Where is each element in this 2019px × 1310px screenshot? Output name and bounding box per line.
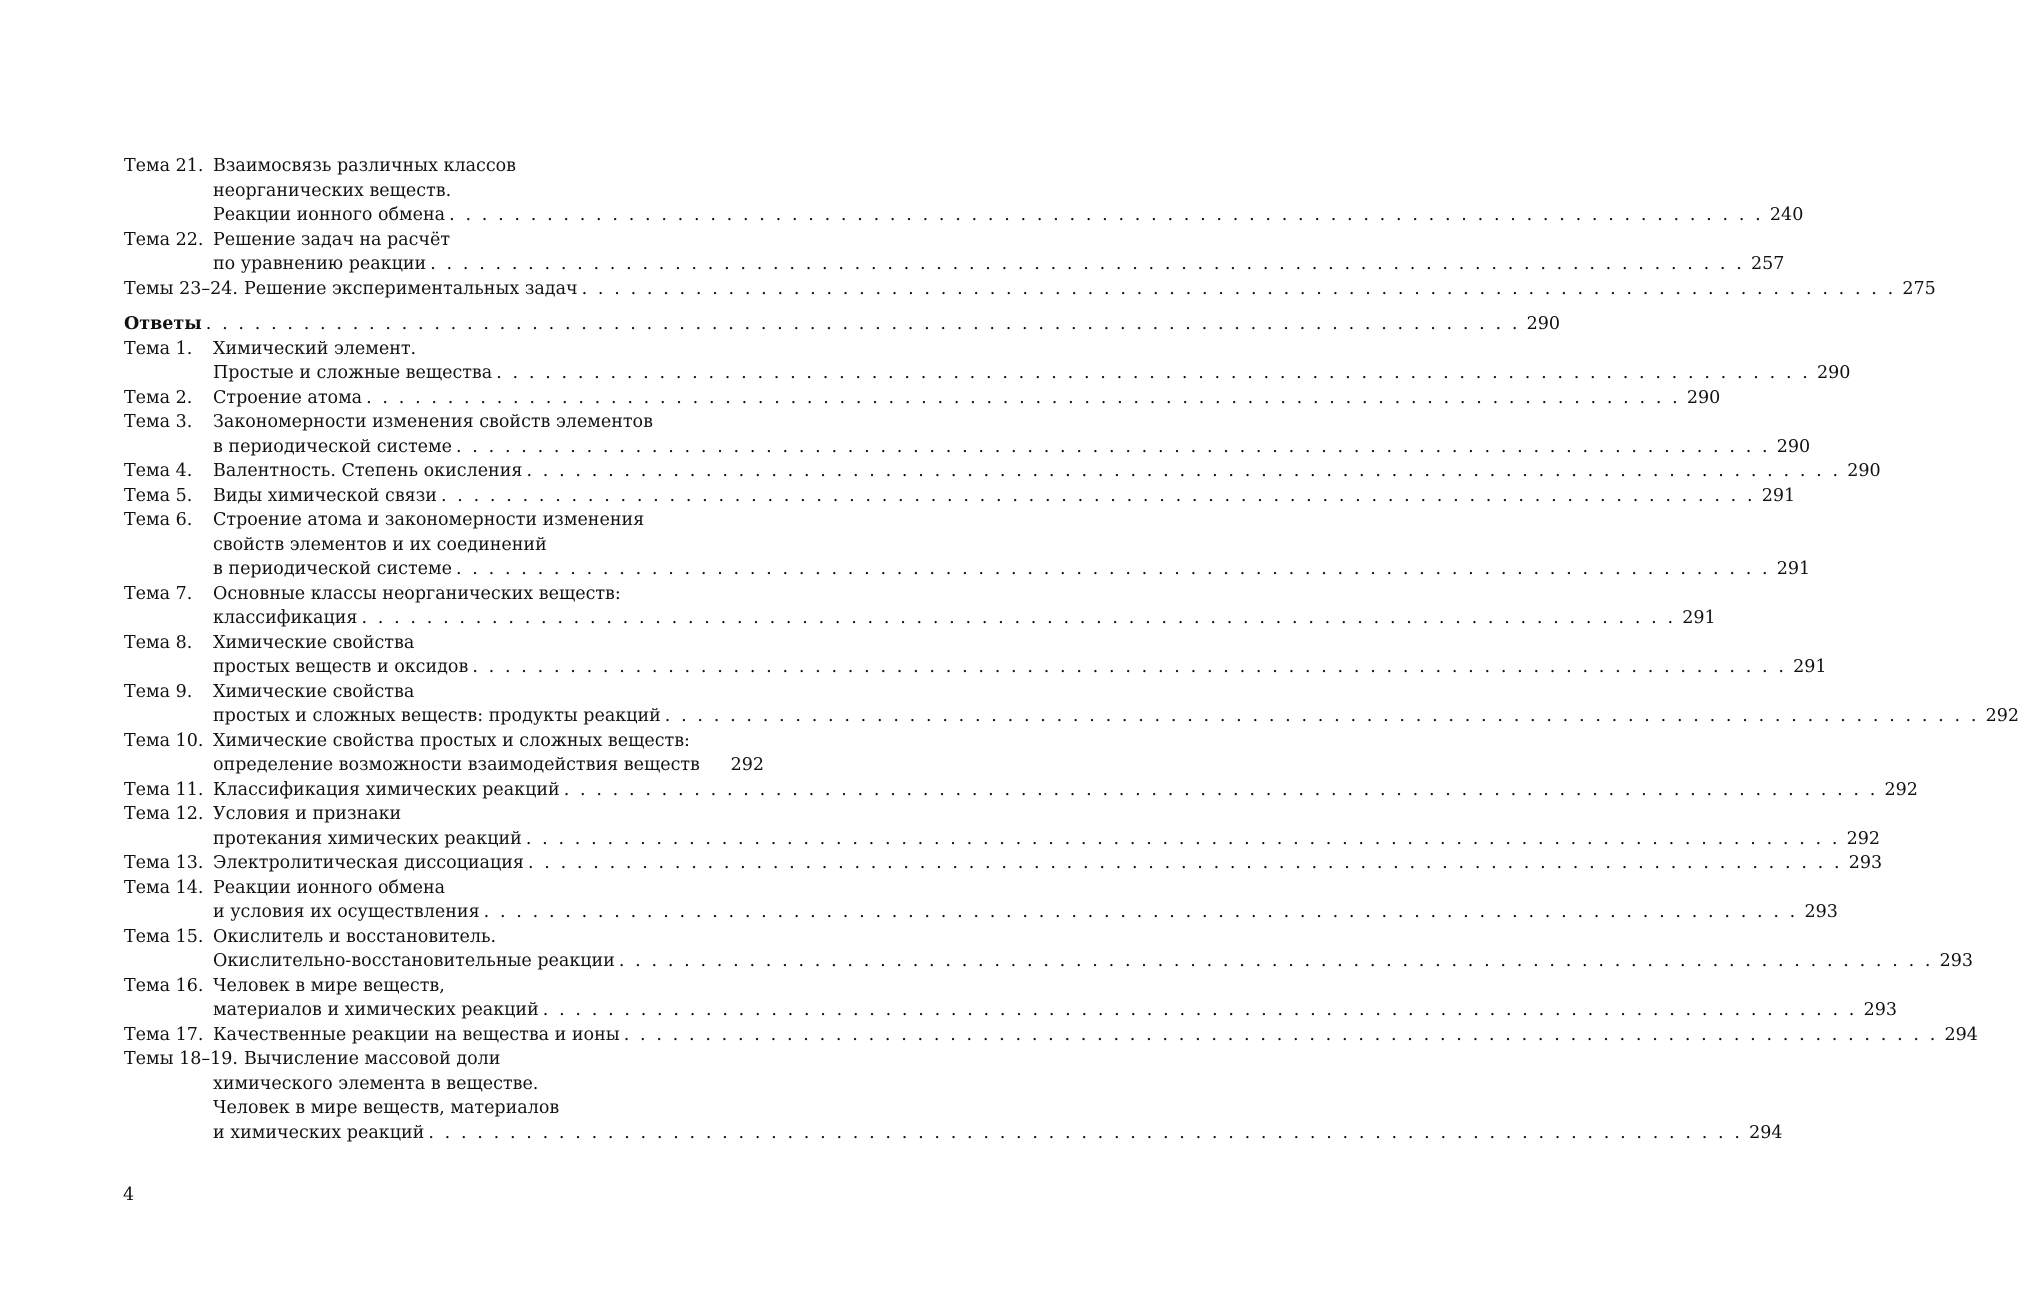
- toc-entry-label: Тема 22.: [124, 229, 204, 250]
- dot-leader: [624, 1023, 1938, 1048]
- toc-entry-title-line: Строение атома и закономерности изменения: [213, 510, 645, 530]
- toc-entry: [124, 802, 1881, 851]
- dot-leader: [526, 459, 1840, 484]
- toc-entry-label: Тема 7.: [124, 583, 193, 604]
- dot-leader: [206, 312, 1520, 337]
- toc-entry-title-line: Химические свойства: [213, 681, 415, 702]
- toc-entry-label: Тема 12.: [124, 804, 204, 824]
- toc-entry: [124, 582, 1716, 631]
- toc-entry-title-line: определение возможности взаимодействия веществ: [213, 755, 700, 775]
- toc-entry-page: 291: [1761, 485, 1796, 506]
- toc-entry-page: 290: [1817, 363, 1851, 383]
- toc-entry-page: 290: [1686, 387, 1721, 408]
- toc-entry-title-line: в периодической системе: [213, 559, 452, 579]
- toc-entry-title-line: материалов и химических реакций: [213, 1000, 539, 1020]
- toc-entry-page: 292: [1985, 706, 2019, 726]
- toc-entry-title-line: Условия и признаки: [213, 804, 402, 824]
- toc-entry-title-line: Человек в мире веществ, материалов: [213, 1098, 560, 1118]
- toc-entry: [124, 459, 1881, 484]
- toc-entry-title-line: свойств элементов и их соединений: [213, 534, 547, 555]
- dot-leader: [472, 655, 1786, 680]
- toc-entry-label: Тема 5.: [124, 485, 193, 506]
- toc-entry: [124, 925, 1974, 974]
- toc-entry-title-line: Химические свойства: [213, 632, 415, 653]
- toc-entry-page: 293: [1804, 902, 1838, 922]
- toc-entry-label: Ответы: [124, 314, 202, 334]
- dot-leader: [428, 1121, 1742, 1146]
- toc-entry: [124, 484, 1796, 509]
- toc-entry: [124, 228, 1785, 277]
- toc-entry-answers: [124, 312, 1560, 337]
- toc-entry-page: 293: [1939, 951, 1974, 971]
- toc-entry: [124, 337, 1851, 386]
- toc-entry-title-line: Решение экспериментальных задач: [243, 278, 578, 299]
- toc-entry-title-line: Окислитель и восстановитель.: [213, 926, 497, 947]
- toc-entry-title-line: Валентность. Степень окисления: [213, 461, 523, 481]
- dot-leader: [441, 484, 1755, 509]
- toc-entry-label: Тема 15.: [124, 926, 204, 947]
- toc-entry-label: Тема 17.: [124, 1024, 204, 1045]
- dot-leader: [543, 998, 1857, 1023]
- toc-entry-title-line: Виды химической связи: [213, 485, 437, 506]
- dot-leader: [582, 277, 1896, 302]
- dot-leader: [456, 435, 1770, 460]
- dot-leader: [361, 606, 1675, 631]
- toc-entry-label: Тема 4.: [124, 461, 193, 481]
- toc-entry-page: 257: [1751, 254, 1785, 274]
- toc-entry-title-line: Химический элемент.: [213, 338, 417, 359]
- toc-entry-title-line: в периодической системе: [213, 436, 452, 457]
- toc-entry: [124, 729, 764, 778]
- toc-entry-page: 293: [1863, 1000, 1897, 1020]
- toc-entry-title-line: протекания химических реакций: [213, 828, 522, 849]
- toc-entry-label: Тема 8.: [124, 632, 193, 653]
- toc-entry-title-line: Качественные реакции на вещества и ионы: [213, 1024, 620, 1045]
- toc-entry: [124, 386, 1721, 411]
- toc-entry-label: Темы 23–24.: [124, 278, 238, 299]
- toc-entry: [124, 508, 1811, 582]
- toc-entry: [124, 277, 1936, 302]
- toc-entry-page: 291: [1793, 657, 1827, 677]
- toc-entry-page: 292: [1884, 779, 1918, 800]
- toc-entry-title-line: Строение атома: [213, 387, 363, 408]
- toc-entry-title-line: Электролитическая диссоциация: [213, 853, 524, 873]
- toc-entry-page: 292: [730, 755, 764, 775]
- toc-entry-title-line: Основные классы неорганических веществ:: [213, 583, 621, 604]
- dot-leader: [619, 949, 1933, 974]
- toc-entry-title-line: Реакции ионного обмена: [213, 877, 446, 898]
- toc-entry-title-line: и химических реакций: [213, 1122, 425, 1143]
- toc-entry-title-line: неорганических веществ.: [213, 180, 452, 201]
- toc-entry-page: 290: [1847, 461, 1881, 481]
- toc-entry-title-line: классификация: [213, 608, 358, 628]
- toc-entry-title-line: Химические свойства простых и сложных веществ:: [213, 730, 690, 751]
- toc-entry-label: Тема 11.: [124, 779, 204, 800]
- toc-entry-label: Тема 10.: [124, 730, 204, 751]
- toc-entry: [124, 1047, 1783, 1145]
- dot-leader: [456, 557, 1770, 582]
- toc-entry-page: 275: [1902, 278, 1936, 299]
- toc-entry: [124, 154, 1804, 228]
- toc-entry-title-line: Простые и сложные вещества: [213, 363, 493, 383]
- dot-leader: [496, 361, 1810, 386]
- toc-entry: [124, 410, 1811, 459]
- toc-entry-page: 291: [1682, 608, 1716, 628]
- toc-entry-label: Тема 21.: [124, 156, 204, 176]
- toc-entry-page: 293: [1848, 853, 1883, 873]
- toc-entry-page: 291: [1776, 559, 1811, 579]
- dot-leader: [430, 252, 1744, 277]
- toc-entry-title-line: простых и сложных веществ: продукты реакций: [213, 706, 661, 726]
- toc-entry-label: Тема 13.: [124, 853, 204, 873]
- page-number: 4: [123, 1185, 135, 1205]
- toc-entry-title-line: простых веществ и оксидов: [213, 657, 469, 677]
- toc-entry-page: 294: [1749, 1122, 1783, 1143]
- toc-entry-title-line: Вычисление массовой доли: [243, 1049, 501, 1069]
- toc-entry: [124, 974, 1897, 1023]
- dot-leader: [564, 778, 1878, 803]
- toc-entry: [124, 851, 1883, 876]
- toc-entry-label: Тема 3.: [124, 412, 193, 432]
- toc-entry: [124, 778, 1918, 803]
- toc-entry-page: 240: [1769, 205, 1804, 225]
- dot-leader: [665, 704, 1979, 729]
- table-of-contents: [124, 154, 2019, 1145]
- toc-entry: [124, 876, 1838, 925]
- toc-entry-title-line: Человек в мире веществ,: [213, 975, 445, 996]
- toc-entry-page: 290: [1526, 314, 1560, 334]
- toc-entry-title-line: по уравнению реакции: [213, 254, 427, 274]
- toc-entry-title-line: Окислительно-восстановительные реакции: [213, 951, 615, 971]
- toc-entry: [124, 631, 1827, 680]
- toc-entry-label: Темы 18–19.: [124, 1049, 238, 1069]
- toc-entry-page: 294: [1944, 1024, 1978, 1045]
- toc-entry-label: Тема 2.: [124, 387, 193, 408]
- toc-entry-title-line: Классификация химических реакций: [213, 779, 560, 800]
- toc-entry-title-line: Решение задач на расчёт: [213, 229, 451, 250]
- toc-entry-title-line: Реакции ионного обмена: [213, 205, 446, 225]
- toc-entry-label: Тема 14.: [124, 877, 204, 898]
- toc-entry: [124, 680, 2019, 729]
- toc-entry: [124, 1023, 1978, 1048]
- toc-entry-label: Тема 9.: [124, 681, 193, 702]
- toc-entry-label: Тема 1.: [124, 338, 193, 359]
- dot-leader: [449, 203, 1763, 228]
- toc-entry-page: 290: [1776, 436, 1811, 457]
- dot-leader: [528, 851, 1842, 876]
- dot-leader: [366, 386, 1680, 411]
- toc-entry-title-line: химического элемента в веществе.: [213, 1073, 539, 1094]
- toc-entry-title-line: и условия их осуществления: [213, 902, 480, 922]
- toc-entry-label: Тема 6.: [124, 510, 193, 530]
- toc-entry-page: 292: [1846, 828, 1881, 849]
- toc-entry-title-line: Взаимосвязь различных классов: [213, 156, 517, 176]
- dot-leader: [484, 900, 1798, 925]
- dot-leader: [526, 827, 1840, 852]
- toc-entry-label: Тема 16.: [124, 975, 204, 996]
- toc-entry-title-line: Закономерности изменения свойств элементов: [213, 412, 653, 432]
